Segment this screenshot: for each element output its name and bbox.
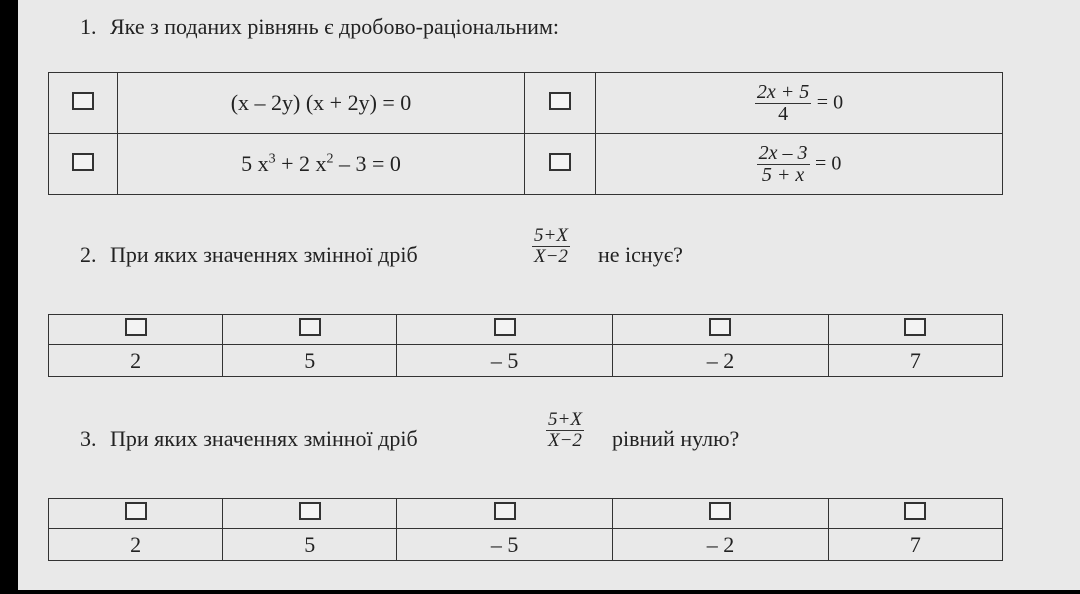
q3-answer-2-value: 5 [223,529,397,561]
q3-answer-2-checkbox-cell[interactable] [223,499,397,529]
question-1-number: 1. [80,14,97,39]
checkbox[interactable] [72,153,94,171]
question-2-fraction: $\frac{5+X}{X-2}$ [534,225,568,267]
checkbox[interactable] [125,318,147,336]
question-2-text: При яких значеннях змінної дріб [110,242,418,267]
q3-answer-4-value: – 2 [613,529,829,561]
checkbox[interactable] [125,502,147,520]
q1-option-1-expression: (x – 2y) (x + 2y) = 0 [118,73,525,134]
question-2-number: 2. [80,242,97,267]
checkbox[interactable] [72,92,94,110]
question-3-title [80,426,418,452]
question-2-suffix: не існує? [598,242,683,267]
q2-answer-5-value: 7 [828,345,1002,377]
q3-answer-3-value: – 5 [397,529,613,561]
question-3-fraction: $\frac{5+X}{X-2}$ [548,409,582,451]
checkbox[interactable] [904,318,926,336]
q2-answer-2-checkbox-cell[interactable] [223,315,397,345]
q1-option-2-expression: $\frac{2x + 5}{4}$ = 0 [596,73,1003,134]
q2-answer-3-checkbox-cell[interactable] [397,315,613,345]
q1-option-3-expression: 5 $x^3 + 2$ $x^2 - 3 = 0$ [118,134,525,195]
worksheet-page [18,0,1080,590]
question-3-number: 3. [80,426,97,451]
checkbox[interactable] [549,92,571,110]
question-2-answers-table [48,314,1003,377]
question-3-answers-table [48,498,1003,561]
question-3-text: При яких значеннях змінної дріб [110,426,418,451]
q2-answer-4-checkbox-cell[interactable] [613,315,829,345]
checkbox[interactable] [709,318,731,336]
q2-answer-1-checkbox-cell[interactable] [49,315,223,345]
q1-option-2-checkbox-cell[interactable] [525,73,596,134]
question-3-suffix: рівний нулю? [612,426,740,451]
q1-option-4-checkbox-cell[interactable] [525,134,596,195]
q2-answer-5-checkbox-cell[interactable] [828,315,1002,345]
checkbox[interactable] [709,502,731,520]
q3-answer-5-checkbox-cell[interactable] [828,499,1002,529]
question-2-title [80,242,418,268]
checkbox[interactable] [549,153,571,171]
checkbox[interactable] [494,318,516,336]
q3-answer-1-value: 2 [49,529,223,561]
q1-option-4-expression: $\frac{2x - 3}{5 + x}$ = 0 [596,134,1003,195]
q3-answer-5-value: 7 [828,529,1002,561]
fraction: $\frac{2x - 3}{5 + x}$ [758,141,808,186]
checkbox[interactable] [904,502,926,520]
q2-answer-3-value: – 5 [397,345,613,377]
q3-answer-3-checkbox-cell[interactable] [397,499,613,529]
checkbox[interactable] [299,502,321,520]
checkbox[interactable] [299,318,321,336]
question-1-options-table [48,72,1003,195]
question-1-title [80,14,559,40]
checkbox[interactable] [494,502,516,520]
q2-answer-1-value: 2 [49,345,223,377]
q2-answer-4-value: – 2 [613,345,829,377]
q1-option-1-checkbox-cell[interactable] [49,73,118,134]
q3-answer-1-checkbox-cell[interactable] [49,499,223,529]
fraction: $\frac{2x + 5}{4}$ [756,80,810,125]
q1-option-3-checkbox-cell[interactable] [49,134,118,195]
question-1-text: Яке з поданих рівнянь є дробово-раціональним: [110,14,559,39]
q3-answer-4-checkbox-cell[interactable] [613,499,829,529]
q2-answer-2-value: 5 [223,345,397,377]
